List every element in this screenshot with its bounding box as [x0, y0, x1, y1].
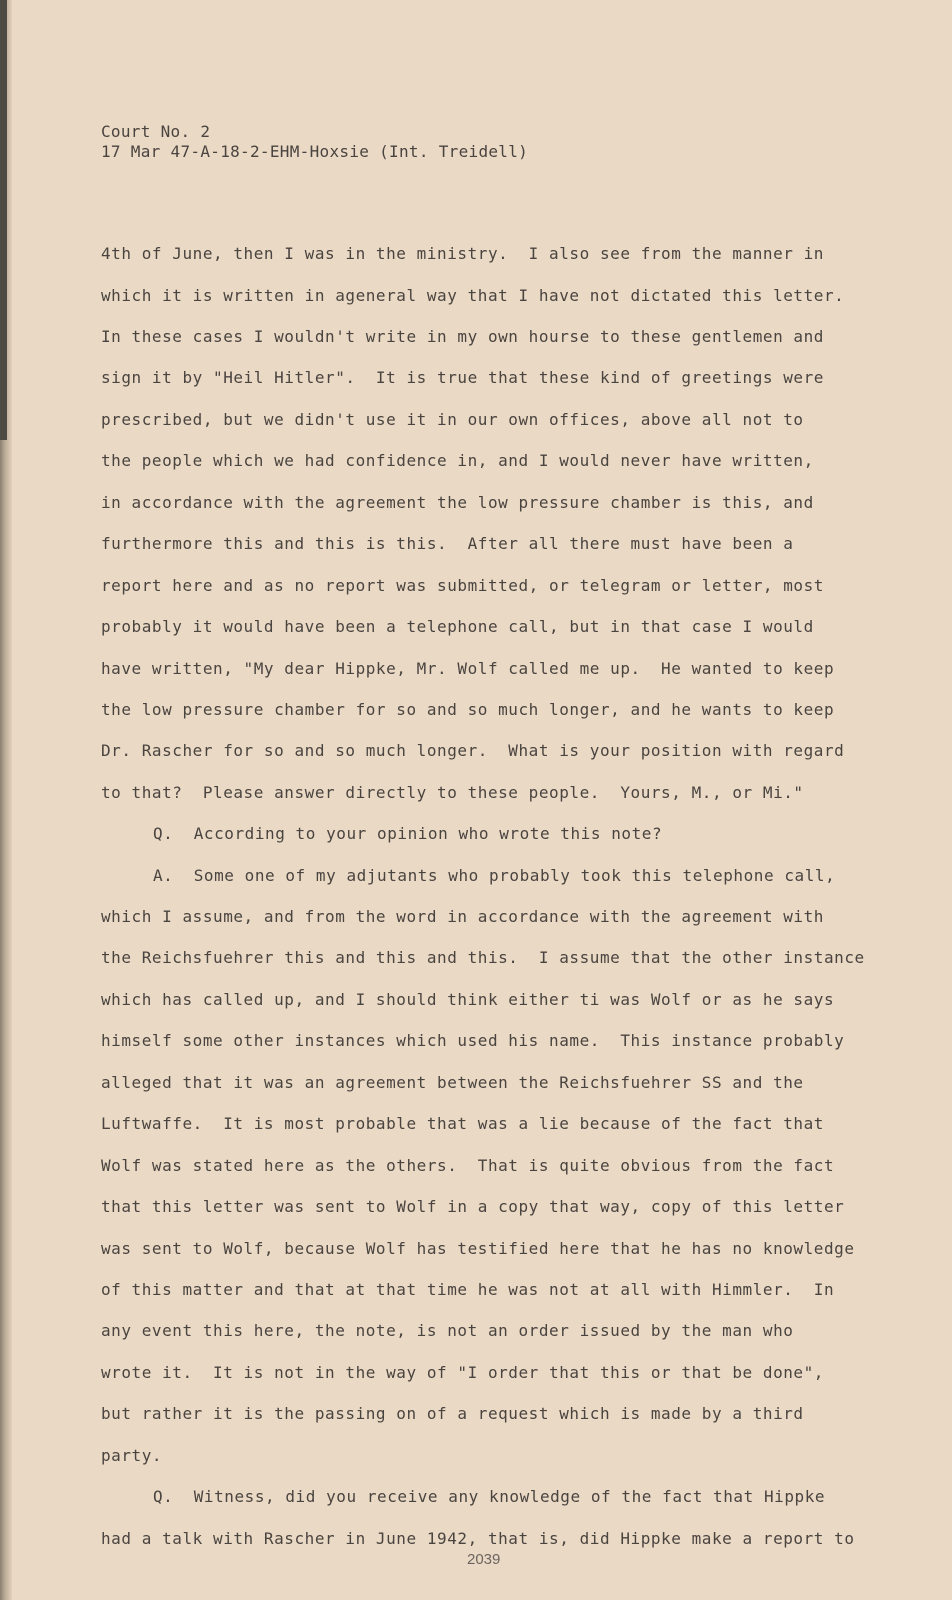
text-line: which it is written in ageneral way that I have not dictated this letter.: [101, 286, 845, 305]
text-line: the Reichsfuehrer this and this and this. I assume that the other instance: [101, 948, 865, 967]
text-line: furthermore this and this is this. After all there must have been a: [101, 534, 794, 553]
text-line: 4th of June, then I was in the ministry. I also see from the manner in: [101, 244, 824, 263]
text-line: alleged that it was an agreement between the Reichsfuehrer SS and the: [101, 1073, 804, 1092]
question-line: Q. Witness, did you receive any knowledge of the fact that Hippke: [153, 1487, 826, 1506]
court-number: Court No. 2: [101, 122, 211, 141]
text-line: the people which we had confidence in, and I would never have written,: [101, 451, 814, 470]
page-number: 2039: [467, 1551, 501, 1568]
text-line: have written, "My dear Hippke, Mr. Wolf called me up. He wanted to keep: [101, 659, 835, 678]
text-line: the low pressure chamber for so and so much longer, and he wants to keep: [101, 700, 835, 719]
text-line: Luftwaffe. It is most probable that was a lie because of the fact that: [101, 1114, 824, 1133]
text-line: to that? Please answer directly to these people. Yours, M., or Mi.": [101, 783, 804, 802]
text-line: had a talk with Rascher in June 1942, that is, did Hippke make a report to: [101, 1529, 855, 1548]
text-line: himself some other instances which used his name. This instance probably: [101, 1031, 845, 1050]
text-line: in accordance with the agreement the low pressure chamber is this, and: [101, 493, 814, 512]
text-line: sign it by "Heil Hitler". It is true that these kind of greetings were: [101, 368, 824, 387]
text-line: Dr. Rascher for so and so much longer. What is your position with regard: [101, 741, 845, 760]
text-line: prescribed, but we didn't use it in our own offices, above all not to: [101, 410, 804, 429]
text-line: of this matter and that at that time he was not at all with Himmler. In: [101, 1280, 835, 1299]
text-line: In these cases I wouldn't write in my own hourse to these gentlemen and: [101, 327, 824, 346]
text-line: party.: [101, 1446, 163, 1465]
text-line: which I assume, and from the word in accordance with the agreement with: [101, 907, 824, 926]
text-line: that this letter was sent to Wolf in a copy that way, copy of this letter: [101, 1197, 845, 1216]
text-line: report here and as no report was submitted, or telegram or letter, most: [101, 576, 824, 595]
text-line: wrote it. It is not in the way of "I order that this or that be done",: [101, 1363, 824, 1382]
text-line: but rather it is the passing on of a request which is made by a third: [101, 1404, 804, 1423]
text-line: probably it would have been a telephone call, but in that case I would: [101, 617, 814, 636]
answer-line: A. Some one of my adjutants who probably took this telephone call,: [153, 866, 836, 885]
text-line: any event this here, the note, is not an order issued by the man who: [101, 1321, 794, 1340]
text-line: Wolf was stated here as the others. That is quite obvious from the fact: [101, 1156, 835, 1175]
question-line: Q. According to your opinion who wrote this note?: [153, 824, 663, 843]
transcript-reference: 17 Mar 47-A-18-2-EHM-Hoxsie (Int. Treidell): [101, 142, 529, 161]
text-line: which has called up, and I should think either ti was Wolf or as he says: [101, 990, 835, 1009]
text-line: was sent to Wolf, because Wolf has testified here that he has no knowledge: [101, 1239, 855, 1258]
